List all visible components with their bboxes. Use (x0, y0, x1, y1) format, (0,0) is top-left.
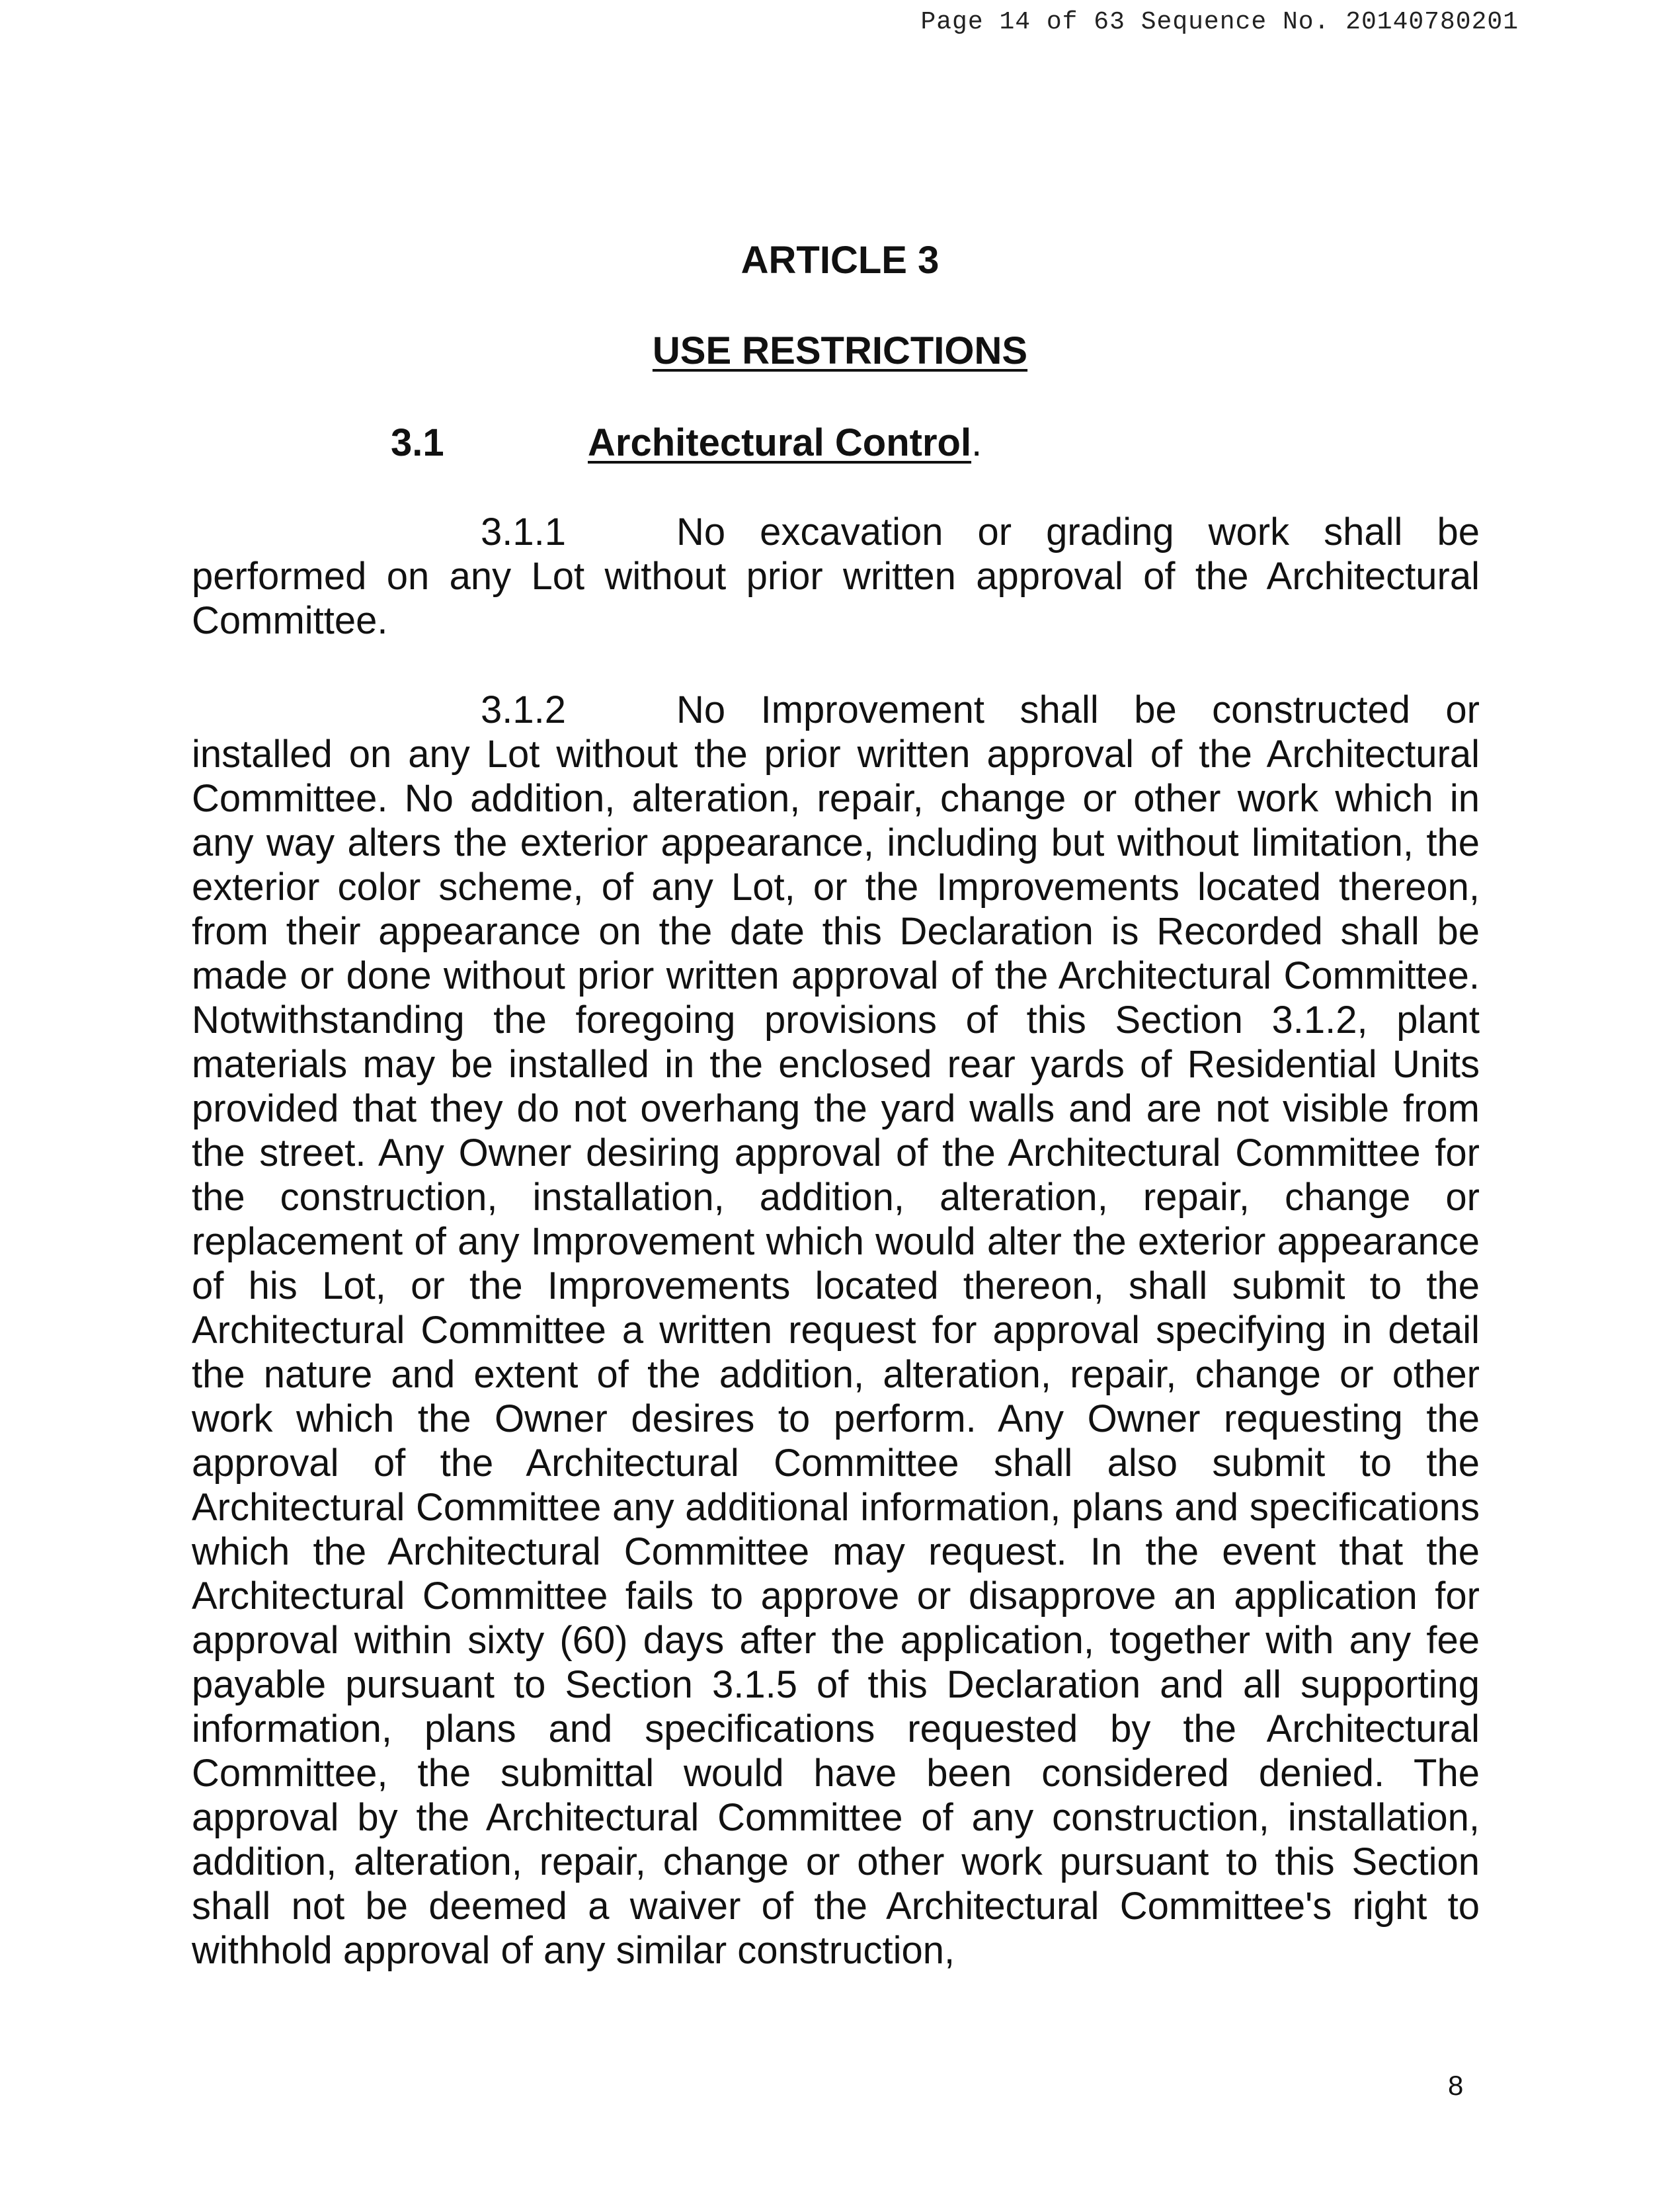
paragraph-3-1-2 (192, 688, 1480, 1973)
section-title-suffix: . (971, 421, 982, 464)
paragraph-number: 3.1.1 (481, 511, 566, 553)
paragraph-3-1-1 (192, 510, 1480, 643)
article-title: ARTICLE 3 (740, 239, 940, 282)
section-title: Architectural Control (588, 421, 972, 464)
section-heading (391, 421, 982, 465)
paragraph-number: 3.1.2 (481, 688, 566, 731)
article-subtitle: USE RESTRICTIONS (652, 329, 1028, 372)
paragraph-text: No excavation or grading work shall be performed on any Lot without prior written approval of the Architectural Committee. (192, 511, 1480, 642)
paragraph-text: No Improvement shall be constructed or installed on any Lot without the prior written approval of the Architectural Committee. No addition, alteration, repair, change or other work which in any way alters the exterior appearance, including but without limitation, the exterior color scheme, of any Lot, or the Improvements located thereon, from their appearance on the date this Declaration is Recorded shall be made or done without prior written approval of the Architectural Committee. Notwithstanding the foregoing provisions of this Section 3.1.2, plant materials may be installed in the enclosed rear yards of Residential Units provided that they do not overhang the yard walls and are not visible from the street. Any Owner desiring approval of the Architectural Committee for the construction, installation, addition, alteration, repair, change or replacement of any Improvement which would alter the exterior appearance of his Lot, or the Improvements located thereon, shall submit to the Architectural Committee a written request for approval specifying in detail the nature and extent of the addition, alteration, repair, change or other work which the Owner desires to perform. Any Owner requesting the approval of the Architectural Committee shall also submit to the Architectural Committee any additional information, plans and specifications which the Architectural Committee may request. In the event that the Architectural Committee fails to approve or disapprove an application for approval within sixty (60) days after the application, together with any fee payable pursuant to Section 3.1.5 of this Declaration and all supporting information, plans and specifications requested by the Architectural Committee, the submittal would have been considered denied. The approval by the Architectural Committee of any construction, installation, addition, alteration, repair, change or other work pursuant to this Section shall not be deemed a waiver of the Architectural Committee's right to withhold approval of any similar construction, (192, 688, 1480, 1972)
section-number: 3.1 (391, 421, 444, 464)
sequence-stamp: Page 14 of 63 Sequence No. 20140780201 (920, 8, 1519, 36)
page-number: 8 (1448, 2070, 1464, 2101)
